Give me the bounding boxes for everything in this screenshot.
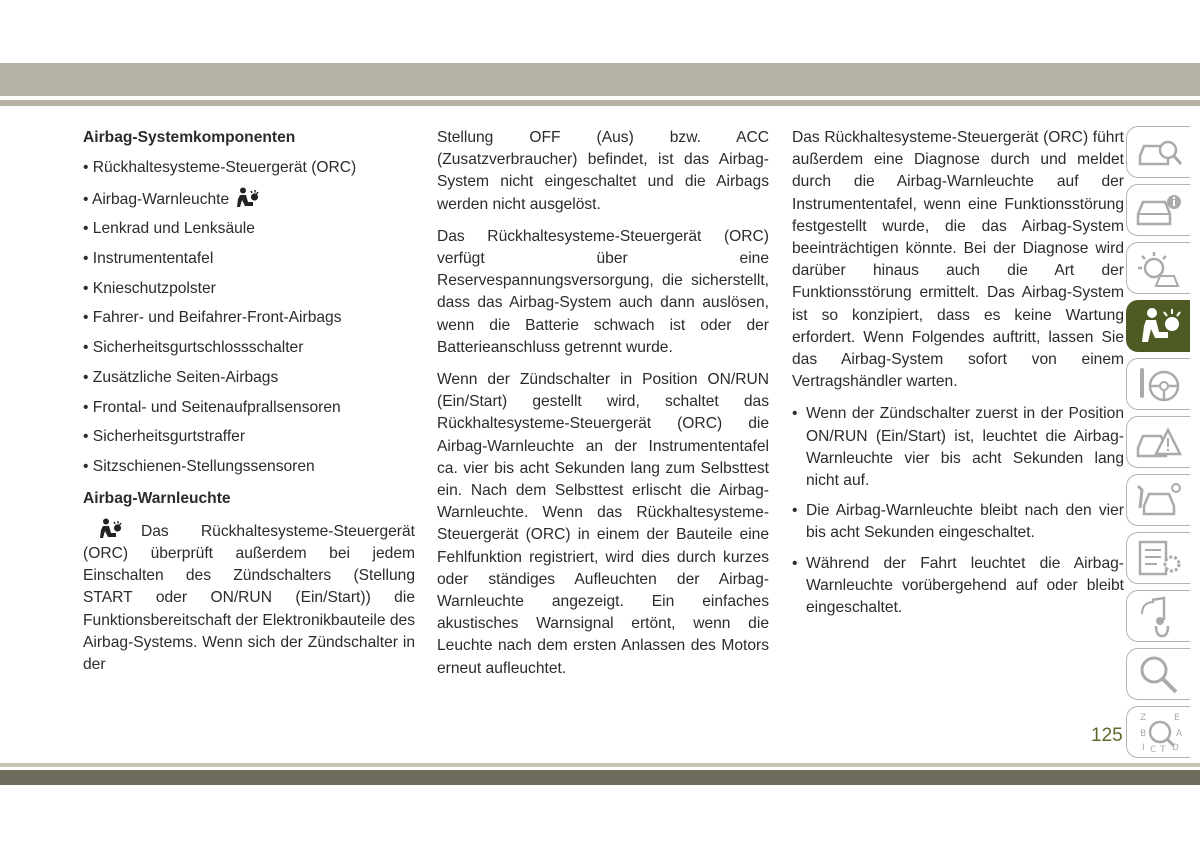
settings-list-icon xyxy=(1134,536,1184,580)
list-item xyxy=(83,426,415,448)
heading-components: Airbag-Systemkomponenten xyxy=(83,129,296,146)
index-letter: T xyxy=(1159,745,1165,754)
list-item-text: Instrumententafel xyxy=(92,250,214,268)
index-letter: Z xyxy=(1139,713,1146,723)
index-letter: E xyxy=(1173,713,1180,723)
music-nav-icon xyxy=(1134,594,1184,638)
steering-wheel-icon xyxy=(1134,362,1184,406)
list-item: • Wenn der Zündschalter zuerst in der Position ON/RUN (Ein/Start) ist, leuchtet die Airbag-Warnleuchte vier bis acht Sekunden lang nicht auf. xyxy=(792,403,1124,492)
list-item-text: Fahrer- und Beifahrer-Front-Airbags xyxy=(92,309,342,327)
list-item xyxy=(83,397,415,419)
list-item xyxy=(83,456,415,478)
airbag-warning-icon xyxy=(97,518,123,540)
heading-warning-light: Airbag-Warnleuchte xyxy=(83,489,231,507)
components-list xyxy=(83,157,415,478)
tab-car-info[interactable] xyxy=(1126,184,1190,236)
tab-driving[interactable] xyxy=(1126,358,1190,410)
index-letter: I xyxy=(1141,743,1145,753)
list-item: • Während der Fahrt leuchtet die Airbag-Warnleuchte vorübergehend auf oder bleibt eingeschaltet. xyxy=(792,553,1124,620)
paragraph: Wenn der Zündschalter in Position ON/RUN (Ein/Start) gestellt wird, schaltet das Rückhaltesysteme-Steuergerät (ORC) die Airbag-Warnleuchte an der Instrumententafel ca. vier bis acht Sekunden lang zum Selbsttest ein. Nach dem Selbsttest erlischt die Airbag-Warnleuchte. Wenn das Rückhaltesysteme-Steuergerät (ORC) in einem der Bauteile eine Fehlfunktion registriert, wird dies durch kurzes oder ständiges Aufleuchten der Airbag-Warnleuchte angezeigt. Ein einfaches akustisches Warnsignal ertönt, wenn die Leuchte nach dem ersten Anlassen des Motors erneut aufleuchtet. xyxy=(437,371,769,677)
list-item: • Die Airbag-Warnleuchte bleibt nach den vier bis acht Sekunden eingeschaltet. xyxy=(792,500,1124,544)
list-item-text: Knieschutzpolster xyxy=(92,279,216,297)
page-number: 125 xyxy=(1091,725,1123,746)
top-decor-line xyxy=(0,100,1200,106)
bottom-decor-line xyxy=(0,763,1200,767)
car-info-icon xyxy=(1134,188,1184,232)
paragraph-text: (ORC) überprüft außerdem bei jedem Einschalten des Zündschalters (Stellung START oder ON/RUN (Ein/Start)) die Funktionsbereitschaft der Elektronikbauteile des Airbag-Systems. Wenn sich der Zündschalter in der xyxy=(83,545,415,674)
car-warning-icon xyxy=(1134,420,1184,464)
magnifier-icon xyxy=(1134,652,1184,696)
list-item-text: Zusätzliche Seiten-Airbags xyxy=(92,368,279,386)
left-column xyxy=(83,127,415,686)
list-item xyxy=(83,337,415,359)
list-item xyxy=(83,218,415,240)
tab-specifications[interactable] xyxy=(1126,532,1190,584)
list-item xyxy=(83,187,415,211)
list-item xyxy=(83,367,415,389)
warning-light-paragraph xyxy=(83,518,415,676)
chapter-tabs xyxy=(1126,126,1192,764)
tab-customer-help[interactable] xyxy=(1126,648,1190,700)
tab-safety[interactable] xyxy=(1126,300,1190,352)
tab-service[interactable] xyxy=(1126,474,1190,526)
index-letters-icon xyxy=(1134,710,1184,754)
tab-multimedia[interactable] xyxy=(1126,590,1190,642)
tab-car-search[interactable] xyxy=(1126,126,1190,178)
index-letter: C xyxy=(1149,745,1156,754)
list-item xyxy=(83,307,415,329)
paragraph-text: Das Rückhaltesysteme-Steuergerät xyxy=(141,522,415,540)
conditions-list xyxy=(792,403,1124,619)
right-column xyxy=(792,127,1124,627)
list-item-text: Rückhaltesysteme-Steuergerät (ORC) xyxy=(92,159,357,176)
tab-emergency[interactable] xyxy=(1126,416,1190,468)
airbag-seat-icon xyxy=(1134,304,1184,348)
paragraph: Das Rückhaltesysteme-Steuergerät (ORC) verfügt über eine Reservespannungsversorgung, die sicherstellt, dass das Airbag-System auch dann auslösen, wenn die Batterie schwach ist oder der Batterieanschluss getrennt wurde. xyxy=(437,227,769,356)
list-item xyxy=(83,157,415,179)
index-letter: A xyxy=(1175,729,1182,739)
index-letter: B xyxy=(1139,729,1146,739)
tab-warning-lights[interactable] xyxy=(1126,242,1190,294)
car-service-icon xyxy=(1134,478,1184,522)
tab-index[interactable] xyxy=(1126,706,1190,758)
list-item xyxy=(83,248,415,270)
list-item-text: Sicherheitsgurtstraffer xyxy=(92,428,246,446)
list-item-text: Sicherheitsgurtschlossschalter xyxy=(92,339,304,357)
bottom-decor-band xyxy=(0,770,1200,785)
list-item-text: Lenkrad und Lenksäule xyxy=(92,220,255,238)
paragraph: Stellung OFF (Aus) bzw. ACC (Zusatzverbraucher) befindet, ist das Airbag-System nicht eingeschaltet und die Airbags werden nicht ausgelöst. xyxy=(437,129,769,213)
list-item-text: Sitzschienen-Stellungssensoren xyxy=(92,457,315,475)
warning-light-icon xyxy=(1134,246,1184,290)
middle-column xyxy=(437,127,769,690)
list-item-text: Airbag-Warnleuchte xyxy=(91,190,230,208)
car-search-icon xyxy=(1134,130,1184,174)
top-decor-band xyxy=(0,63,1200,96)
index-letter: D xyxy=(1171,743,1179,753)
paragraph: Das Rückhaltesysteme-Steuergerät (ORC) führt außerdem eine Diagnose durch und meldet durch die Airbag-Warnleuchte auf der Instrumententafel, wenn eine Funktionsstörung festgestellt wurde, die das Airbag-System beeinträchtigen könnte. Bei der Diagnose wird darüber hinaus auch die Art der Funktionsstörung ermittelt. Das Airbag-System ist so konzipiert, dass es keine Wartung erfordert. Wenn Folgendes auftritt, lassen Sie das Airbag-System sofort von einem Vertragshändler warten. xyxy=(792,129,1124,391)
airbag-warning-icon xyxy=(235,187,259,209)
list-item-text: Frontal- und Seitenaufprallsensoren xyxy=(92,398,341,416)
list-item xyxy=(83,278,415,300)
